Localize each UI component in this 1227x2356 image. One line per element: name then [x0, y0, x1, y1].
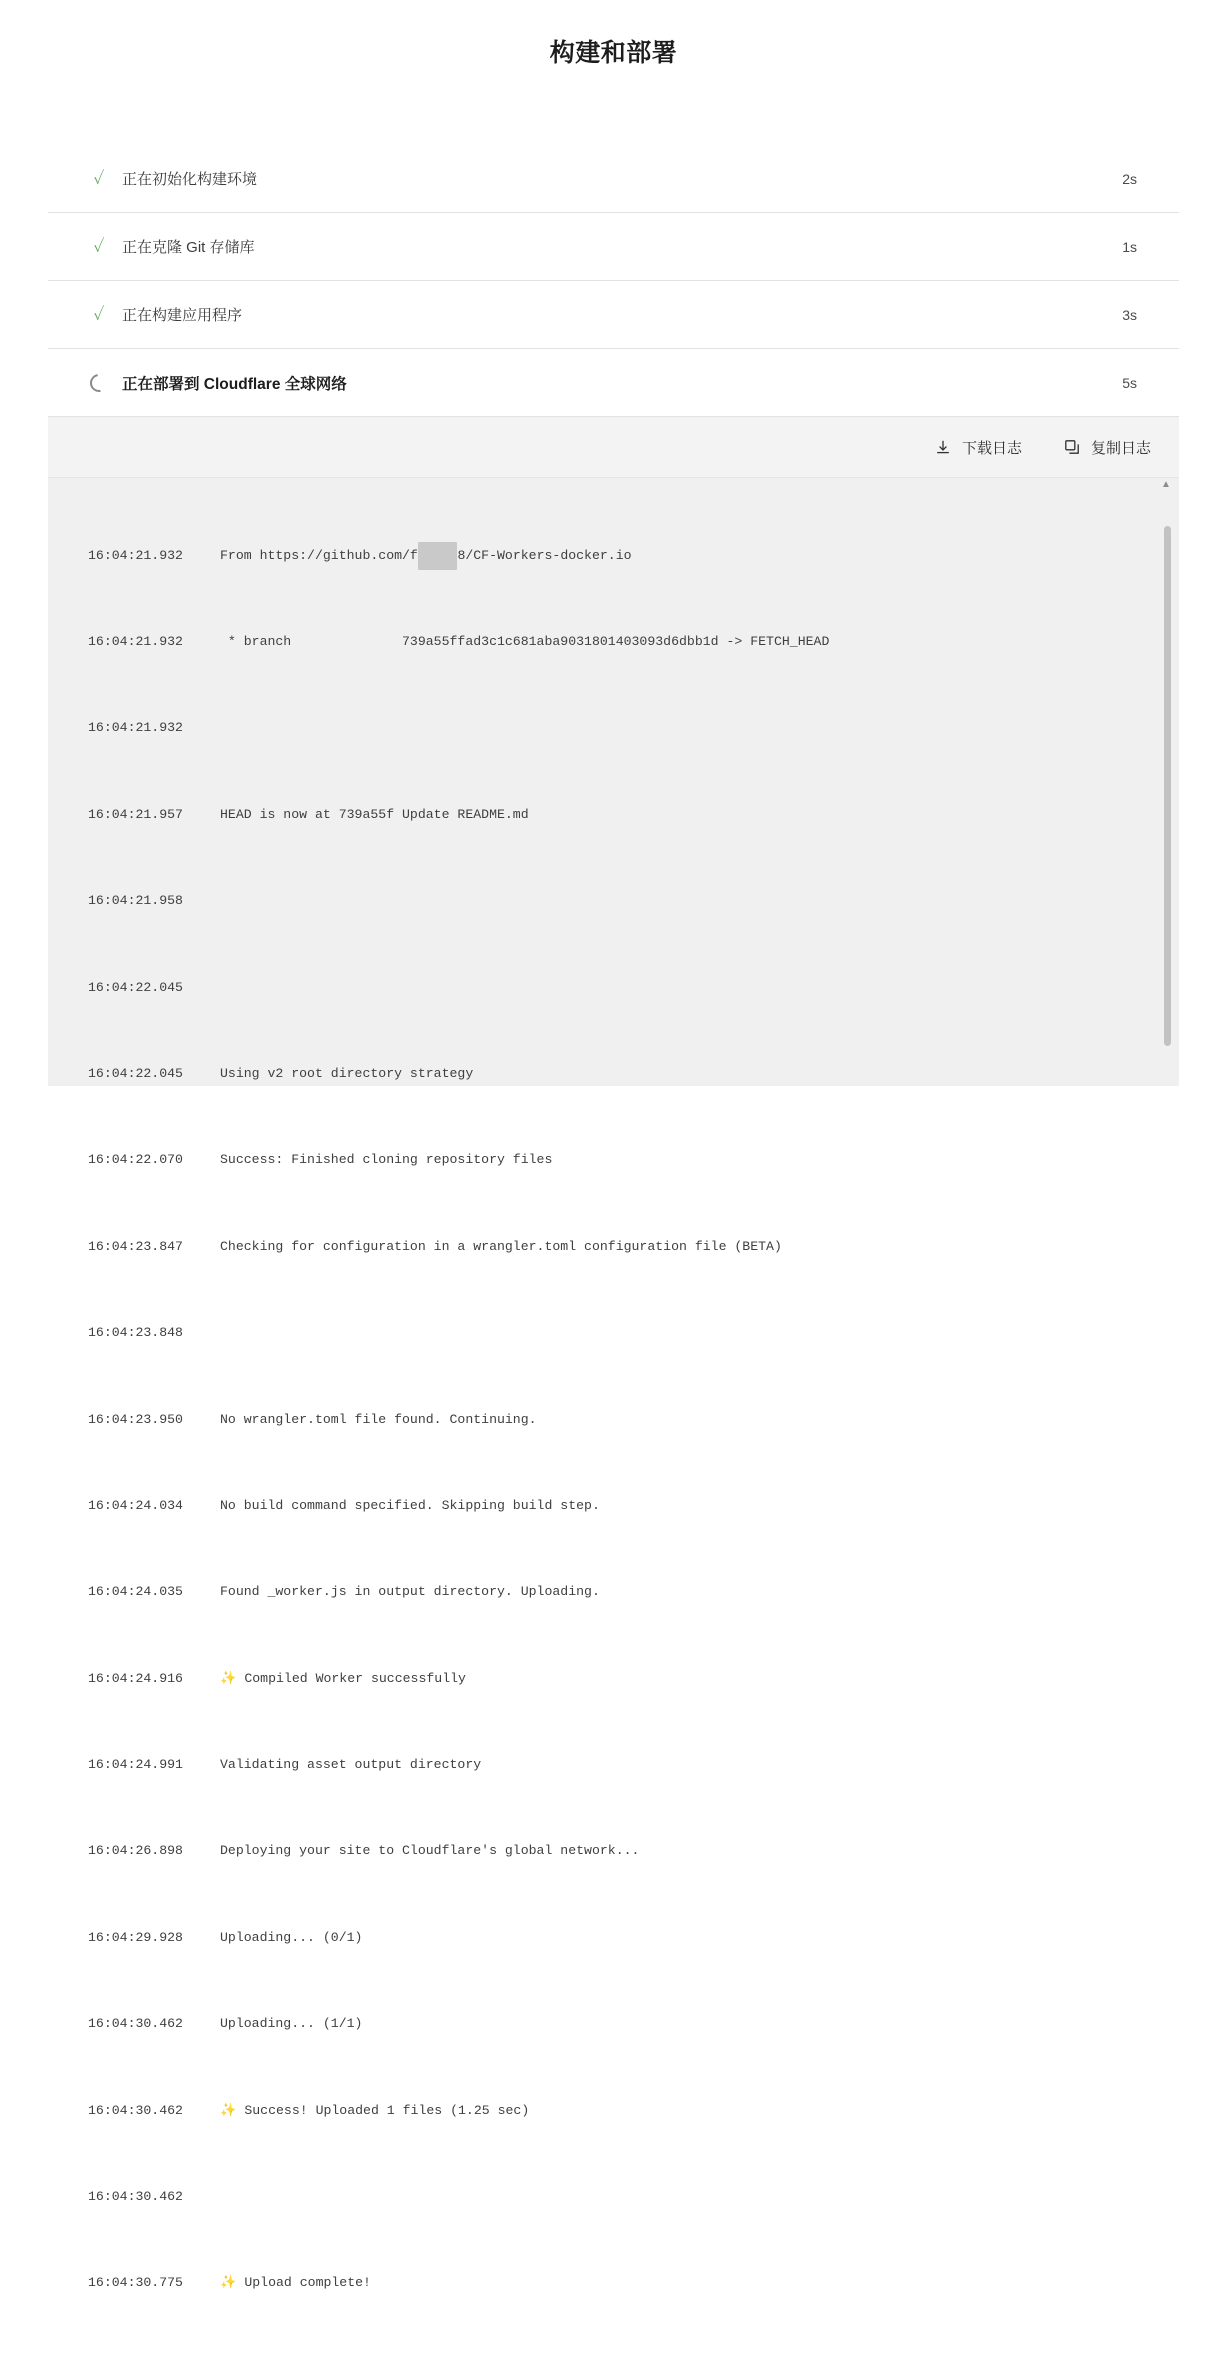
log-message — [220, 1319, 1179, 1348]
log-message: Validating asset output directory — [220, 1757, 482, 1773]
log-lines — [48, 478, 1179, 2356]
log-message: No build command specified. Skipping build step. — [220, 1497, 600, 1513]
log-message: HEAD is now at 739a55f Update README.md — [220, 806, 529, 822]
copy-icon — [1064, 439, 1080, 455]
log-message: ✨ Success! Uploaded 1 files (1.25 sec) — [220, 2102, 530, 2118]
log-timestamp: 16:04:21.957 — [88, 806, 183, 822]
log-line — [48, 1837, 1179, 1866]
log-line — [48, 2269, 1179, 2298]
log-timestamp: 16:04:22.045 — [88, 979, 183, 995]
sparkle-icon: ✨ — [220, 2102, 237, 2118]
log-timestamp: 16:04:30.775 — [88, 2275, 183, 2291]
log-line — [48, 1924, 1179, 1953]
build-step-label: 正在初始化构建环境 — [122, 171, 258, 188]
log-timestamp: 16:04:22.045 — [88, 1065, 183, 1081]
sparkle-icon: ✨ — [220, 1670, 237, 1686]
log-line — [48, 1578, 1179, 1607]
log-timestamp: 16:04:29.928 — [88, 1929, 183, 1945]
log-timestamp: 16:04:24.035 — [88, 1584, 183, 1600]
build-step-duration: 3s — [1122, 306, 1137, 323]
log-message — [220, 2183, 1179, 2212]
log-timestamp: 16:04:21.932 — [88, 547, 183, 563]
log-line — [48, 1406, 1179, 1435]
log-line — [48, 1751, 1179, 1780]
build-step-row[interactable] — [48, 213, 1179, 281]
spinner-icon — [84, 374, 114, 392]
log-message — [220, 714, 1179, 743]
redacted-text — [418, 542, 458, 571]
build-steps-list — [48, 145, 1179, 416]
log-message: Using v2 root directory strategy — [220, 1065, 474, 1081]
log-message: Uploading... (1/1) — [220, 2016, 363, 2032]
build-step-label: 正在构建应用程序 — [122, 307, 243, 324]
log-message — [220, 974, 1179, 1003]
check-icon: ✓ — [93, 169, 105, 188]
log-line — [48, 542, 1179, 571]
log-message — [220, 887, 1179, 916]
scrollbar-thumb[interactable] — [1164, 526, 1171, 1046]
log-line — [48, 2183, 1179, 2212]
log-line — [48, 714, 1179, 743]
check-icon: ✓ — [93, 237, 105, 256]
build-step-label: 正在克隆 Git 存储库 — [122, 239, 255, 256]
log-message: Found _worker.js in output directory. Uploading. — [220, 1584, 600, 1600]
log-timestamp: 16:04:21.958 — [88, 893, 183, 909]
build-step-row[interactable] — [48, 145, 1179, 213]
log-line — [48, 1492, 1179, 1521]
build-step-duration: 2s — [1122, 170, 1137, 187]
log-timestamp: 16:04:24.034 — [88, 1497, 183, 1513]
log-line — [48, 1233, 1179, 1262]
build-step-row-active[interactable] — [48, 349, 1179, 416]
log-message: Checking for configuration in a wrangler.toml configuration file (BETA) — [220, 1238, 782, 1254]
log-timestamp: 16:04:30.462 — [88, 2189, 183, 2205]
log-line — [48, 1060, 1179, 1089]
log-line — [48, 628, 1179, 657]
log-message: ✨ Upload complete! — [220, 2275, 371, 2291]
log-line — [48, 1146, 1179, 1175]
log-line — [48, 1319, 1179, 1348]
log-toolbar — [48, 417, 1179, 477]
log-line — [48, 1665, 1179, 1694]
log-timestamp: 16:04:21.932 — [88, 633, 183, 649]
log-timestamp: 16:04:22.070 — [88, 1152, 183, 1168]
log-line — [48, 2097, 1179, 2126]
download-logs-label: 下载日志 — [961, 439, 1022, 457]
log-line — [48, 887, 1179, 916]
log-message: Uploading... (0/1) — [220, 1929, 363, 1945]
sparkle-icon: ✨ — [220, 2275, 237, 2291]
log-line — [48, 2010, 1179, 2039]
build-log-panel — [48, 416, 1179, 2291]
log-timestamp: 16:04:24.991 — [88, 1757, 183, 1773]
log-timestamp: 16:04:30.462 — [88, 2102, 183, 2118]
log-message: Success: Finished cloning repository files — [220, 1152, 553, 1168]
log-line — [48, 801, 1179, 830]
log-message: From https://github.com/f 8/CF-Workers-docker.io — [220, 542, 1179, 571]
log-timestamp: 16:04:23.950 — [88, 1411, 183, 1427]
log-timestamp: 16:04:26.898 — [88, 1843, 183, 1859]
build-step-label: 正在部署到 Cloudflare 全球网络 — [122, 375, 347, 393]
log-timestamp: 16:04:21.932 — [88, 720, 183, 736]
build-step-duration: 5s — [1122, 374, 1137, 391]
log-message: No wrangler.toml file found. Continuing. — [220, 1411, 537, 1427]
log-message: ✨ Compiled Worker successfully — [220, 1670, 466, 1686]
log-output[interactable] — [48, 477, 1179, 2291]
log-timestamp: 16:04:30.462 — [88, 2016, 183, 2032]
page-title: 构建和部署 — [549, 39, 678, 67]
download-logs-button[interactable] — [935, 437, 1022, 458]
log-timestamp: 16:04:23.847 — [88, 1238, 183, 1254]
scroll-up-icon[interactable]: ▲ — [1161, 479, 1171, 490]
build-step-row[interactable] — [48, 281, 1179, 349]
log-scrollbar[interactable] — [1161, 478, 1171, 1086]
log-message: Deploying your site to Cloudflare's global network... — [220, 1843, 640, 1859]
check-icon: ✓ — [93, 305, 105, 324]
build-step-duration: 1s — [1122, 238, 1137, 255]
copy-logs-button[interactable] — [1064, 437, 1151, 458]
log-timestamp: 16:04:24.916 — [88, 1670, 183, 1686]
copy-logs-label: 复制日志 — [1090, 439, 1151, 457]
log-message: * branch 739a55ffad3c1c681aba9031801403093d6dbb1d -> FETCH_HEAD — [220, 633, 830, 649]
download-icon — [935, 439, 951, 455]
log-timestamp: 16:04:23.848 — [88, 1325, 183, 1341]
log-line — [48, 974, 1179, 1003]
